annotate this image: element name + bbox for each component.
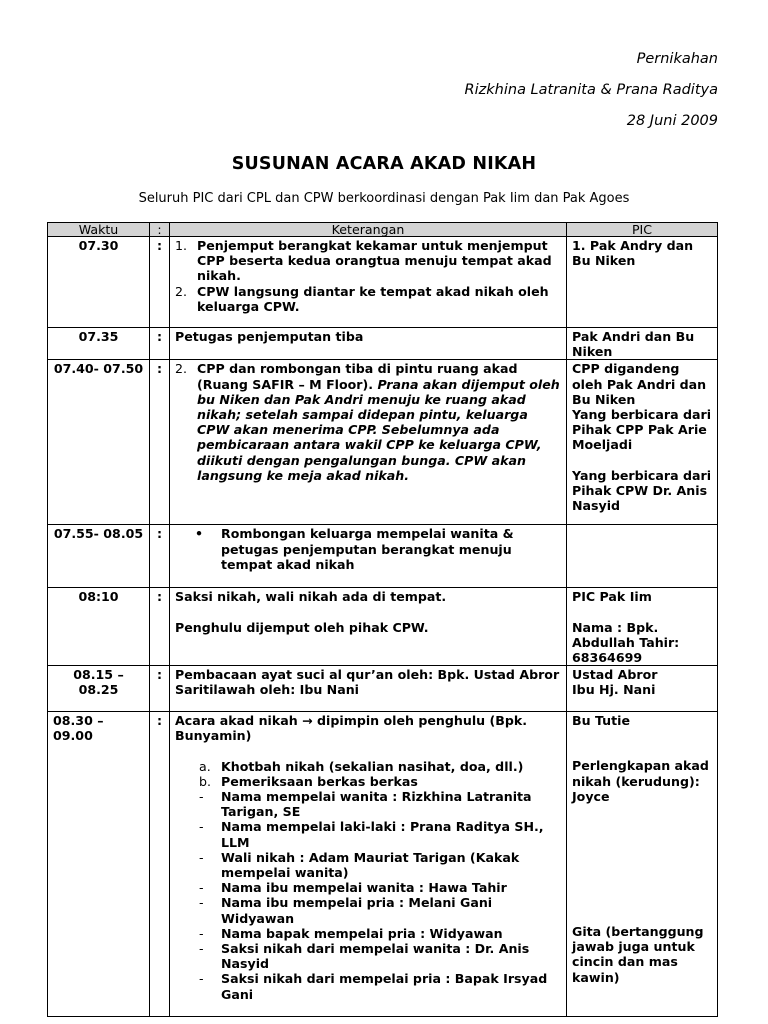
item-text: Rombongan keluarga mempelai wanita & petugas penjemputan berangkat menuju tempat akad nikah bbox=[221, 526, 514, 572]
desc-line: Saritilawah oleh: Ibu Nani bbox=[175, 682, 359, 698]
table-row bbox=[48, 525, 718, 588]
arrow-right-icon: → bbox=[302, 713, 313, 729]
row-time: 08.15 – 08.25 bbox=[48, 666, 150, 712]
agenda-item-marker: - bbox=[199, 895, 204, 911]
pic-line: PIC Pak Iim bbox=[572, 589, 652, 605]
row-description bbox=[170, 360, 567, 525]
row-pic bbox=[567, 525, 718, 588]
row-colon: : bbox=[150, 525, 170, 588]
agenda-item bbox=[175, 971, 561, 1001]
row-pic bbox=[567, 712, 718, 1017]
agenda-item bbox=[175, 941, 561, 971]
table-row bbox=[48, 237, 718, 328]
agenda-item-marker: b. bbox=[199, 773, 211, 789]
row-colon: : bbox=[150, 666, 170, 712]
item-number: 2. bbox=[175, 361, 188, 377]
row-time: 08:10 bbox=[48, 588, 150, 666]
header-colon: : bbox=[150, 223, 170, 237]
header-date: 28 Juni 2009 bbox=[626, 113, 718, 129]
row-colon: : bbox=[150, 712, 170, 1017]
row-pic: Pak Andri dan Bu Niken bbox=[567, 328, 718, 360]
item-text: Penjemput berangkat kekamar untuk menjemput CPP beserta kedua orangtua menuju tempat akad nikah. bbox=[197, 238, 552, 284]
agenda-item bbox=[175, 926, 561, 941]
bullet-item bbox=[175, 526, 561, 572]
header-description: Keterangan bbox=[170, 223, 567, 237]
agenda-item bbox=[175, 850, 561, 880]
pic-line: Gita (bertanggung jawab juga untuk cincin dan mas kawin) bbox=[572, 924, 704, 985]
table-row bbox=[48, 328, 718, 360]
row-colon: : bbox=[150, 360, 170, 525]
agenda-item-list bbox=[175, 759, 561, 1002]
pic-line: CPP digandeng oleh Pak Andri dan Bu Niken bbox=[572, 361, 707, 407]
agenda-item bbox=[175, 789, 561, 819]
pic-line: Yang berbicara dari bbox=[572, 467, 712, 483]
agenda-item-marker: a. bbox=[199, 758, 211, 774]
item-number: 2. bbox=[175, 283, 188, 299]
table-row bbox=[48, 712, 718, 1017]
agenda-item bbox=[175, 819, 561, 849]
document-subtitle: Seluruh PIC dari CPL dan CPW berkoordinasi dengan Pak Iim dan Pak Agoes bbox=[138, 191, 630, 206]
agenda-item-text: Nama bapak mempelai pria : Widyawan bbox=[221, 925, 503, 941]
header-time: Waktu bbox=[48, 223, 150, 237]
pic-line: Ustad Abror bbox=[572, 667, 658, 683]
agenda-item-text: Nama ibu mempelai wanita : Hawa Tahir bbox=[221, 880, 507, 896]
row-time: 07.40- 07.50 bbox=[48, 360, 150, 525]
header-pic: PIC bbox=[567, 223, 718, 237]
row-time: 07.30 bbox=[48, 237, 150, 328]
pic-line: Perlengkapan akad nikah (kerudung): Joyce bbox=[572, 758, 709, 804]
agenda-item-text: Nama ibu mempelai pria : Melani Gani Widyawan bbox=[221, 895, 493, 926]
row-description bbox=[170, 712, 567, 1017]
row-time: 07.55- 08.05 bbox=[48, 525, 150, 588]
table-row bbox=[48, 588, 718, 666]
agenda-item-marker: - bbox=[199, 849, 204, 865]
desc-line: Penghulu dijemput oleh pihak CPW. bbox=[175, 619, 429, 635]
agenda-item-text: Nama mempelai laki-laki : Prana Raditya SH., LLM bbox=[221, 819, 544, 850]
row-colon: : bbox=[150, 328, 170, 360]
numbered-item bbox=[175, 238, 561, 284]
agenda-item-text: Khotbah nikah (sekalian nasihat, doa, dll.) bbox=[221, 758, 524, 774]
table-row bbox=[48, 666, 718, 712]
agenda-item-text: Nama mempelai wanita : Rizkhina Latranita Tarigan, SE bbox=[221, 789, 532, 820]
agenda-item bbox=[175, 774, 561, 789]
document-title: SUSUNAN ACARA AKAD NIKAH bbox=[231, 154, 537, 174]
row-pic bbox=[567, 588, 718, 666]
agenda-item-marker: - bbox=[199, 819, 204, 835]
row-colon: : bbox=[150, 237, 170, 328]
schedule-table bbox=[47, 222, 718, 1017]
agenda-item bbox=[175, 759, 561, 774]
pic-line: Nama : Bpk. Abdullah Tahir: 68364699 bbox=[572, 619, 680, 666]
row-description bbox=[170, 666, 567, 712]
row-time: 08.30 – 09.00 bbox=[48, 712, 150, 1017]
agenda-item-marker: - bbox=[199, 880, 204, 896]
table-header-row bbox=[48, 223, 718, 237]
pic-line: Bu Tutie bbox=[572, 713, 630, 729]
desc-intro bbox=[175, 713, 561, 743]
header-event: Pernikahan bbox=[636, 51, 718, 67]
agenda-item-text: Saksi nikah dari mempelai pria : Bapak Irsyad Gani bbox=[221, 971, 548, 1002]
row-pic bbox=[567, 360, 718, 525]
table-row bbox=[48, 360, 718, 525]
row-pic: 1. Pak Andry dan Bu Niken bbox=[567, 237, 718, 328]
agenda-item-marker: - bbox=[199, 941, 204, 957]
desc-line: Saksi nikah, wali nikah ada di tempat. bbox=[175, 589, 447, 605]
row-description bbox=[170, 237, 567, 328]
intro-text: Acara akad nikah bbox=[175, 713, 298, 729]
desc-line: Pembacaan ayat suci al qur’an oleh: Bpk. Ustad Abror bbox=[175, 667, 560, 683]
item-text bbox=[197, 361, 561, 483]
item-text-italic: Prana akan dijemput oleh bu Niken dan Pak Andri menuju ke ruang akad nikah; setelah sampai didepan pintu, keluarga CPW akan menerima CPP. Sebelumnya ada pembicaraan antara wakil CPP ke keluarga CPW, diikuti dengan pengalungan bunga. CPW akan langsung ke meja akad nikah. bbox=[197, 376, 560, 483]
agenda-item bbox=[175, 880, 561, 895]
agenda-item-text: Pemeriksaan berkas berkas bbox=[221, 773, 418, 789]
pic-line: Ibu Hj. Nani bbox=[572, 682, 656, 698]
row-time: 07.35 bbox=[48, 328, 150, 360]
agenda-item-text: Saksi nikah dari mempelai wanita : Dr. Anis Nasyid bbox=[221, 941, 530, 972]
pic-line: Yang berbicara dari Pihak CPP Pak Arie Moeljadi bbox=[572, 407, 712, 453]
item-number: 1. bbox=[175, 238, 188, 253]
agenda-item bbox=[175, 895, 561, 925]
row-description: Petugas penjemputan tiba bbox=[170, 328, 567, 360]
intro-text: dipimpin oleh penghulu (Bpk. Bunyamin) bbox=[175, 713, 528, 744]
header-couple: Rizkhina Latranita & Prana Raditya bbox=[464, 82, 718, 98]
agenda-item-marker: - bbox=[199, 789, 204, 805]
row-colon: : bbox=[150, 588, 170, 666]
bullet-icon: • bbox=[195, 526, 204, 542]
agenda-item-text: Wali nikah : Adam Mauriat Tarigan (Kakak mempelai wanita) bbox=[221, 849, 520, 881]
item-text-normal: CPP dan rombongan tiba di pintu ruang akad (Ruang SAFIR – M Floor). bbox=[197, 361, 518, 392]
row-description bbox=[170, 525, 567, 588]
row-description bbox=[170, 588, 567, 666]
row-pic bbox=[567, 666, 718, 712]
numbered-item bbox=[175, 284, 561, 314]
item-text: CPW langsung diantar ke tempat akad nikah oleh keluarga CPW. bbox=[197, 283, 549, 314]
agenda-item-marker: - bbox=[199, 971, 204, 987]
document-header bbox=[465, 44, 718, 137]
pic-line: Pihak CPW Dr. Anis Nasyid bbox=[572, 482, 708, 514]
numbered-item bbox=[175, 361, 561, 483]
agenda-item-marker: - bbox=[199, 925, 204, 941]
